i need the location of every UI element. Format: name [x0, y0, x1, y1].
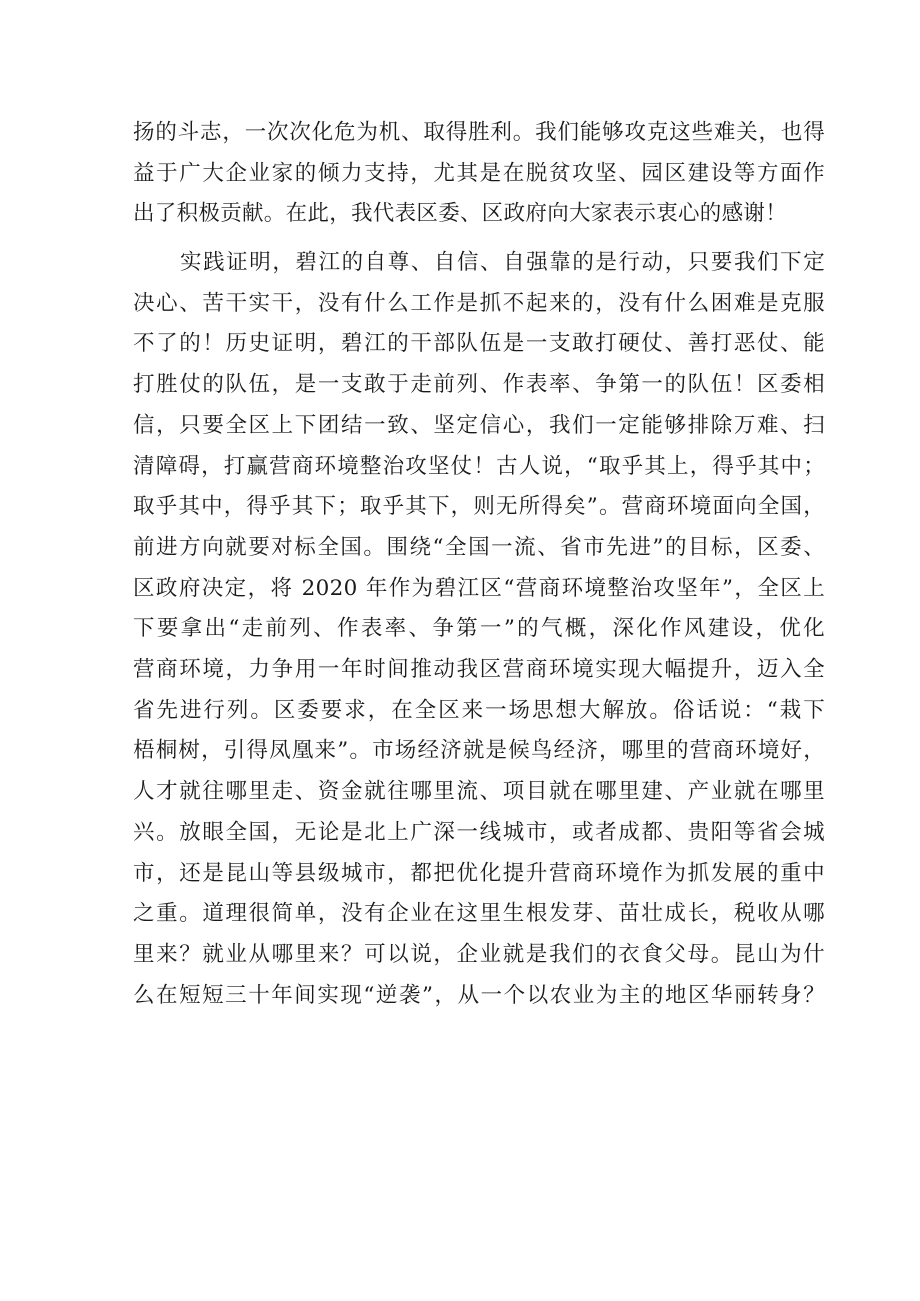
text-line: 益于广大企业家的倾力支持，尤其是在脱贫攻坚、园区建设等方面作: [133, 160, 825, 186]
text-line: 区政府决定，将 2020 年作为碧江区“营商环境整治攻坚年”，全区上: [133, 575, 825, 601]
text-line: 下要拿出“走前列、作表率、争第一”的气概，深化作风建设，优化: [133, 616, 825, 642]
text-line: 之重。道理很简单，没有企业在这里生根发芽、苗壮成长，税收从哪: [133, 901, 825, 927]
text-line: 决心、苦干实干，没有什么工作是抓不起来的，没有什么困难是克服: [133, 290, 825, 316]
text-line: 省先进行列。区委要求，在全区来一场思想大解放。俗话说：“栽下: [133, 697, 825, 723]
paragraph-practice-proves: [133, 243, 825, 1016]
text-line: 实践证明，碧江的自尊、自信、自强靠的是行动，只要我们下定: [180, 250, 825, 275]
text-line: 扬的斗志，一次次化危为机、取得胜利。我们能够攻克这些难关，也得: [133, 120, 825, 145]
text-line: 兴。放眼全国，无论是北上广深一线城市，或者成都、贵阳等省会城: [133, 819, 825, 845]
text-line: 打胜仗的队伍，是一支敢于走前列、作表率、争第一的队伍！区委相: [133, 372, 825, 398]
text-line: 里来？就业从哪里来？可以说，企业就是我们的衣食父母。昆山为什: [133, 941, 825, 967]
text-line: 不了的！历史证明，碧江的干部队伍是一支敢打硬仗、善打恶仗、能: [133, 331, 825, 357]
text-line: 前进方向就要对标全国。围绕“全国一流、省市先进”的目标，区委、: [133, 534, 825, 560]
text-line: 出了积极贡献。在此，我代表区委、区政府向大家表示衷心的感谢！: [133, 201, 788, 227]
text-line: 清障碍，打赢营商环境整治攻坚仗！古人说，“取乎其上，得乎其中；: [133, 453, 825, 479]
text-line: 取乎其中，得乎其下；取乎其下，则无所得矣”。营商环境面向全国，: [133, 494, 825, 520]
text-line: 信，只要全区上下团结一致、坚定信心，我们一定能够排除万难、扫: [133, 412, 825, 438]
text-line: 营商环境，力争用一年时间推动我区营商环境实现大幅提升，迈入全: [133, 657, 825, 683]
text-line: 么在短短三十年间实现“逆袭”，从一个以农业为主的地区华丽转身？: [133, 982, 825, 1008]
paragraph-continued: [133, 113, 825, 235]
text-line: 梧桐树，引得凤凰来”。市场经济就是候鸟经济，哪里的营商环境好，: [133, 738, 825, 764]
text-line: 市，还是昆山等县级城市，都把优化提升营商环境作为抓发展的重中: [133, 860, 825, 886]
text-line: 人才就往哪里走、资金就往哪里流、项目就在哪里建、产业就在哪里: [133, 779, 825, 805]
